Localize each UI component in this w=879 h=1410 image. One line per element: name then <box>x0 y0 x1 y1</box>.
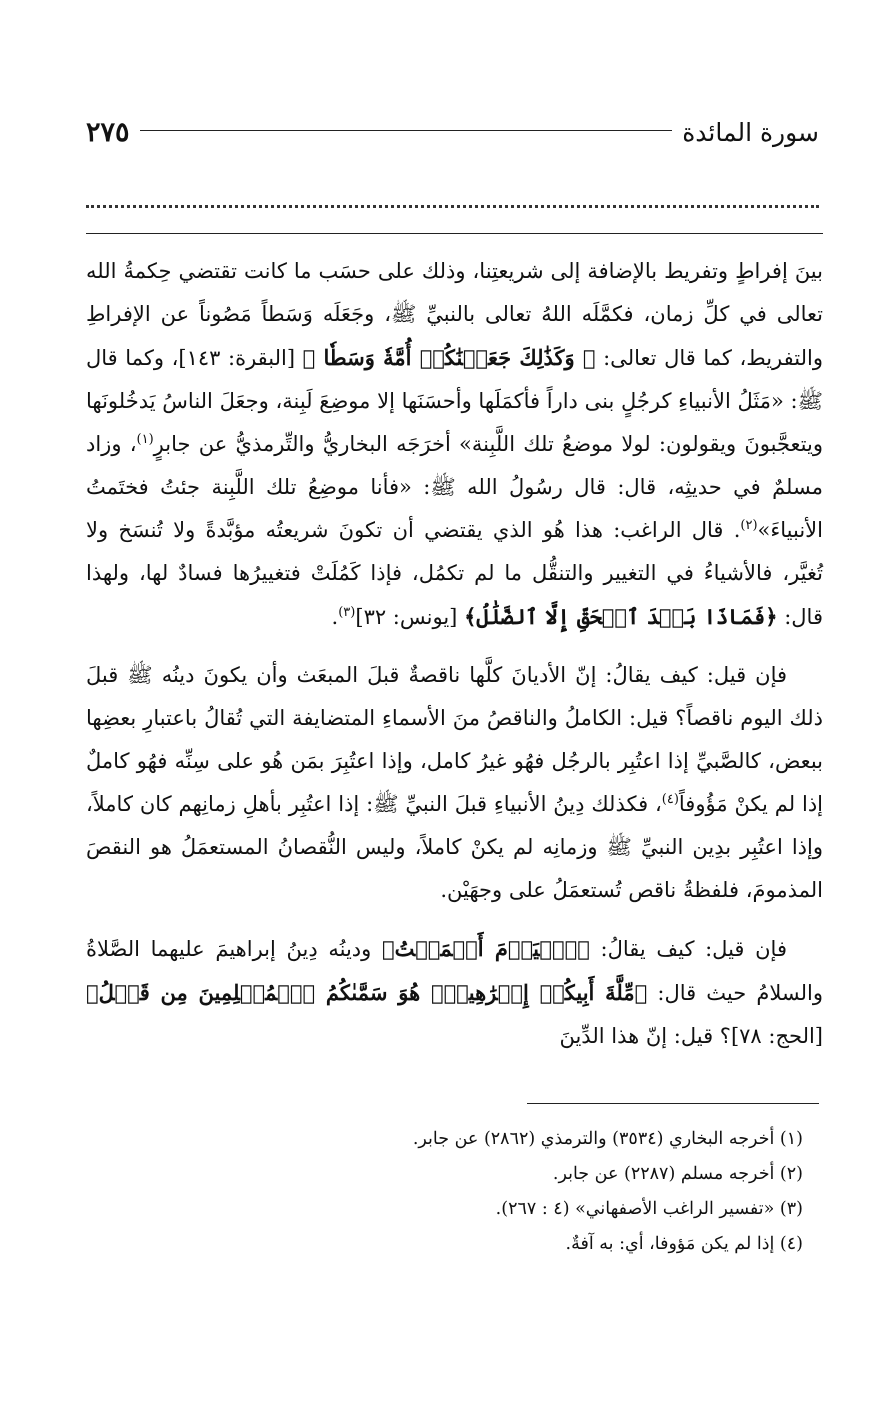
p3-text-1: فإن قيل: كيف يقالُ: <box>600 937 787 961</box>
p2-text-1: فإن قيل: كيف يقالُ: إنّ الأديانَ كلَّها ناقصةٌ قبلَ المبعَث وأن يكونَ دينُه ﷺ قبلَ ذلك اليوم ناقصاً؟ قيل: الكاملُ والناقصُ منَ الأسماءِ المتضايفة التي تُقالُ باعتبارِ بعضِها ببعض، كالصَّبيِّ إذا اعتُبِر بالرجُل فهُو غيرُ كامل، وإذا اعتُبِرَ بمَن هُو على سِنِّه فهُو كاملٌ إذا لم يكنْ مَؤُوفاً <box>86 663 823 816</box>
footnote-1: (١) أخرجه البخاري (٣٥٣٤) والترمذي (٢٨٦٢) عن جابر. <box>412 1129 803 1149</box>
p3-text-3: [الحج: ٧٨]؟ قيل: إنّ هذا الدِّينَ <box>559 1024 823 1048</box>
p1-text-2: [البقرة: ١٤٣]، وكما قال ﷺ: «مَثَلُ الأنبياءِ كرجُلٍ بنى داراً فأكمَلَها وأحسَنَها إلا موضِعَ لَبِنة، وجعَلَ الناسُ يَدخُلونَها ويتعجَّبونَ ويقولون: لولا موضعُ تلك اللَّبِنة» أخرَجَه البخاريُّ والتِّرمذيُّ عن جابرٍ <box>86 346 823 456</box>
page-header <box>86 112 819 152</box>
dotted-separator <box>86 205 819 208</box>
paragraph-3 <box>86 927 823 1058</box>
p1-text-4: . قال الراغب: هذا هُو الذي يقتضي أن تكونَ شريعتُه مؤبَّدةً ولا تُنسَخ ولا تُغيَّر، فالأشياءُ في التغيير والتنقُّل ما لم تكمُل، فإذا كَمُلَتْ فتغييرُها فسادٌ لها، ولهذا قال: <box>86 518 823 629</box>
footnote-separator <box>527 1103 819 1104</box>
footnote-ref-2[interactable]: (٢) <box>740 518 758 533</box>
quran-verse-baqarah: ﴿ وَكَذَٰلِكَ جَعَلۡنَٰكُمۡ أُمَّةٗ وَسَطٗا ﴾ <box>302 345 596 370</box>
main-text <box>86 250 823 1073</box>
footnote-ref-1[interactable]: (١) <box>136 432 154 447</box>
quran-verse-maidah: ﴿ٱلۡيَوۡمَ أَكۡمَلۡتُ﴾ <box>381 936 590 961</box>
p3-text-2: ودينُه دِينُ إبراهيمَ عليهما الصَّلاةُ والسلامُ حيث قال: <box>86 937 823 1005</box>
quran-verse-yunus: ﴿فَمَاذَا بَعۡدَ ٱلۡحَقِّ إِلَّا ٱلضَّلَٰلُ﴾ <box>464 604 778 629</box>
p2-text-2: ، فكذلك دِينُ الأنبياءِ قبلَ النبيِّ ﷺ: إذا اعتُبِر بأهلِ زمانِهم كان كاملاً، وإذا اعتُبِر بدِين النبيِّ ﷺ وزمانِه لم يكنْ كاملاً، وليس النُّقصانُ المستعمَلُ هو النقصَ المذمومَ، فلفظةُ ناقص تُستعمَلُ على وجهَيْن. <box>86 792 823 902</box>
surah-title: سورة المائدة <box>682 117 819 147</box>
paragraph-2 <box>86 654 823 912</box>
footnotes <box>86 1124 819 1264</box>
p1-text-6: . <box>331 605 339 629</box>
footnote-2: (٢) أخرجه مسلم (٢٢٨٧) عن جابر. <box>552 1164 803 1184</box>
footnote-4: (٤) إذا لم يكن مَؤوفا، أي: به آفةٌ. <box>565 1234 803 1254</box>
footnote-ref-4[interactable]: (٤) <box>661 792 679 807</box>
p1-text-1: بينَ إفراطٍ وتفريط بالإضافة إلى شريعتِنا، وذلك على حسَب ما كانت تقتضي حِكمةُ الله تعالى في كلِّ زمان، فكمَّلَه اللهُ تعالى بالنبيِّ ﷺ، وجَعَلَه وَسَطاً مَصُوناً عن الإفراطِ والتفريط، كما قال تعالى: <box>86 259 823 370</box>
quran-verse-hajj: ﴿مِّلَّةَ أَبِيكُمۡ إِبۡرَٰهِيمَۚ هُوَ سَمَّىٰكُمُ ٱلۡمُسۡلِمِينَ مِن قَبۡلُ﴾ <box>86 980 648 1005</box>
paragraph-1 <box>86 250 823 639</box>
footnote-ref-3[interactable]: (٣) <box>338 605 356 620</box>
p1-text-3: ، وزاد مسلمٌ في حديثِه، قال: قال رسُولُ الله ﷺ: «فأنا موضِعُ تلك اللَّبِنة جئتُ فختَمتُ الأنبياءَ» <box>86 432 823 542</box>
page-number: ٢٧٥ <box>86 116 130 148</box>
text-top-rule <box>86 233 823 234</box>
p1-text-5: [يونس: ٣٢] <box>355 605 458 629</box>
footnote-3: (٣) «تفسير الراغب الأصفهاني» (٤ : ٢٦٧). <box>495 1199 803 1219</box>
header-rule <box>140 130 673 131</box>
